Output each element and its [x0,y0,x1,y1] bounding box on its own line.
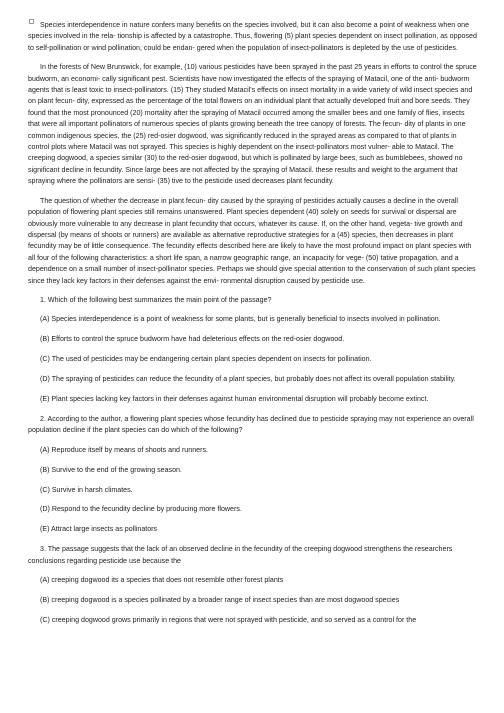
question-2 [28,414,478,536]
question-1-option-c: (C) The used of pesticides may be endangering certain plant species dependent on insects for pollination. [40,355,372,364]
question-3-option-a: (A) creeping dogwood its a species that does not resemble other forest plants [40,576,284,585]
passage-paragraph-2: In the forests of New Brunswick, for example, (10) various pesticides have been sprayed in the past 25 years in efforts to control the spruce budworm, an economi- cally significant pest. Scientists have now investigated the effects of the spraying of Matacil, one of the anti- budworm agents that is least toxic to insect-pollinators. (15) They studied Matacil's effects on insect mortality in a wide variety of wild insect species and on plant fecun- dity, expressed as the percentage of the total flowers on an individual plant that actually developed fruit and bore seeds. They found that the most pronounced (20) mortality after the spraying of Matacil occurred among the smaller bees and one family of flies, insects that were all important pollinators of numerous species of plants growing beneath the tree canopy of forests. The fecun- dity of plants in one common indigenous species, the (25) red-osier dogwood, was significantly reduced in the sprayed areas as compared to that of plants in control plots where Matacil was not sprayed. This species is highly dependent on the insect-pollinators most vulner- able to Matacil. The creeping dogwood, a species similar (30) to the red-osier dogwood, but which is pollinated by large bees, such as bumblebees, showed no significant decline in fecundity. Since large bees are not affected by the spraying of Matacil. these results and weight to the argument that spraying where the pollinators are sensi- (35) tive to the pesticide used decreases plant fecundity. [28,63,477,186]
question-1-option-d: (D) The spraying of pesticides can reduce the fecundity of a plant species, but probably does not affect its overall population stability. [40,375,456,384]
question-3-option-c: (C) creeping dogwood grows primarily in regions that were not sprayed with pesticide, and so served as a control for the [40,615,417,624]
question-2-option-d: (D) Respond to the fecundity decline by producing more flowers. [40,505,242,514]
question-1 [28,295,478,405]
passage-paragraph-3: The question of whether the decrease in plant fecun- dity caused by the spraying of pesticides actually causes a decline in the overall population of flowering plant species still remains unanswered. Plant species dependent (40) solely on seeds for survival or dispersal are obviously more vulnerable to any decrease in plant fecundity that occurs, whatever its cause. If, on the other hand, vegeta- tive growth and dispersal (by means of shoots or runners) are available as alternative reproductive strategies for a (45) species, then decreases in plant fecundity may be of little consequence. The fecundity effects described here are likely to have the most profound impact on plant species with all four of the following characteristics: a short life span, a narrow geographic range, an incapacity for vege- (50) tative propagation, and a dependence on a small number of insect-pollinator species. Perhaps we should give special attention to the conservation of such plant species since they lack key factors in their defenses against the envi- ronmental disruption caused by pesticide use. [28,196,476,285]
question-3-option-b: (B) creeping dogwood is a species pollinated by a broader range of insect species than are most dogwood species [40,595,400,604]
question-2-option-b: (B) Survive to the end of the growing season. [40,465,182,474]
question-3-stem: 3. The passage suggests that the lack of an observed decline in the fecundity of the creeping dogwood strengthens the researchers conclusions regarding pesticide use because the [28,545,453,565]
question-2-option-e: (E) Attract large insects as pollinators [40,525,158,534]
question-3 [28,544,478,626]
question-2-stem: 2. According to the author, a flowering plant species whose fecundity has declined due to pesticide spraying may not experience an overall population decline if the plant species can do which of the following? [28,414,474,435]
question-1-option-e: (E) Plant species lacking key factors in their defenses against human environmental disruption will probably become extinct. [40,394,429,403]
passage-paragraph-1: Species interdependence in nature confers many benefits on the species involved, but it can also become a point of weakness when one species involved in the rela- tionship is affected by a catastrophe. Thus, flowering (5) plant species dependent on insect pollination, as opposed to self-pollination or wind pollination, could be endan- gered when the population of insect-pollinators is depleted by the use of pesticides. [28,21,477,52]
question-2-option-a: (A) Reproduce itself by means of shoots and runners. [40,445,208,454]
question-2-option-c: (C) Survive in harsh climates. [40,485,133,494]
question-1-stem: 1. Which of the following best summarizes the main point of the passage? [40,295,272,304]
question-1-option-b: (B) Efforts to control the spruce budworm have had deleterious effects on the red-osier dogwood. [40,335,345,344]
passage [28,20,478,287]
question-1-option-a: (A) Species interdependence is a point of weakness for some plants, but is generally beneficial to insects involved in pollination. [40,315,441,324]
page-corner-mark [29,19,34,24]
